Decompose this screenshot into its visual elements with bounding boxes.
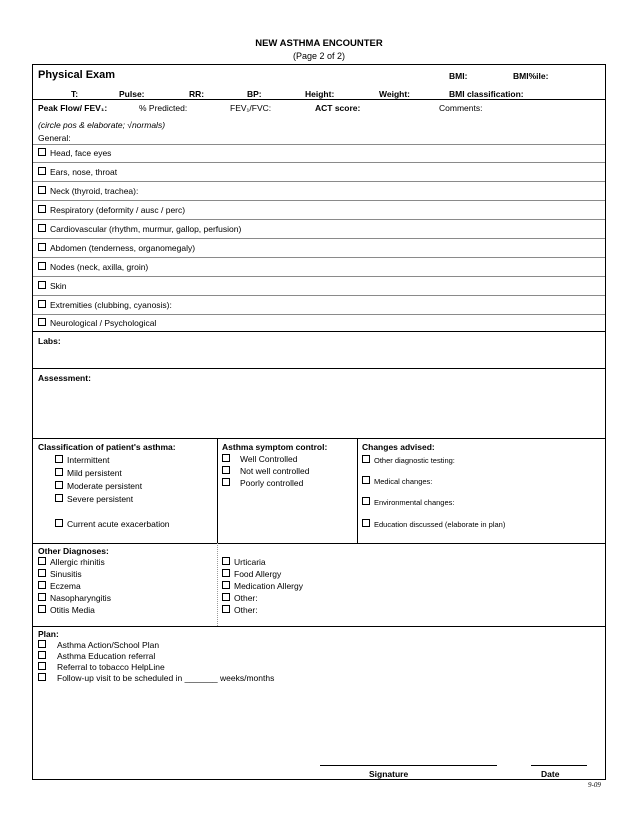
exam-item[interactable]: Respiratory (deformity / ausc / perc) — [38, 205, 185, 215]
checkbox[interactable] — [38, 300, 46, 308]
checkbox[interactable] — [222, 593, 230, 601]
diagnosis-option[interactable]: Sinusitis — [38, 569, 82, 579]
checkbox[interactable] — [38, 593, 46, 601]
control-heading: Asthma symptom control: — [222, 442, 328, 452]
plan-option[interactable]: Follow-up visit to be scheduled in _______ weeks/months — [38, 673, 274, 683]
checkbox[interactable] — [38, 224, 46, 232]
form-title: NEW ASTHMA ENCOUNTER — [255, 38, 383, 49]
plan-heading: Plan: — [38, 629, 59, 639]
encounter-form — [32, 64, 606, 780]
exam-item[interactable]: Neck (thyroid, trachea): — [38, 186, 138, 196]
checkbox[interactable] — [222, 557, 230, 565]
checkbox[interactable] — [55, 481, 63, 489]
act-score-label: ACT score: — [315, 103, 361, 113]
diagnosis-option[interactable]: Other: — [222, 593, 258, 603]
control-option[interactable]: Well Controlled — [222, 454, 297, 464]
checkbox[interactable] — [362, 476, 370, 484]
exam-item[interactable]: Skin — [38, 281, 67, 291]
changes-option[interactable]: Other diagnostic testing: — [362, 455, 455, 465]
checkbox[interactable] — [55, 519, 63, 527]
physical-exam-heading: Physical Exam — [38, 69, 116, 81]
checkbox[interactable] — [222, 581, 230, 589]
diagnosis-option[interactable]: Food Allergy — [222, 569, 281, 579]
checkbox[interactable] — [38, 186, 46, 194]
bmi-classification-label: BMI classification: — [449, 89, 524, 99]
date-label: Date — [541, 769, 560, 779]
checkbox[interactable] — [38, 581, 46, 589]
classification-option[interactable]: Mild persistent — [55, 468, 122, 478]
checkbox[interactable] — [38, 569, 46, 577]
diagnosis-option[interactable]: Medication Allergy — [222, 581, 303, 591]
checkbox[interactable] — [38, 262, 46, 270]
diagnosis-option[interactable]: Allergic rhinitis — [38, 557, 105, 567]
diagnoses-heading: Other Diagnoses: — [38, 546, 109, 556]
checkbox[interactable] — [55, 468, 63, 476]
exam-item[interactable]: Neurological / Psychological — [38, 318, 156, 328]
checkbox[interactable] — [38, 605, 46, 613]
exam-item[interactable]: Extremities (clubbing, cyanosis): — [38, 300, 172, 310]
control-option[interactable]: Not well controlled — [222, 466, 309, 476]
classification-option[interactable]: Moderate persistent — [55, 481, 142, 491]
diagnosis-option[interactable]: Other: — [222, 605, 258, 615]
diagnosis-option[interactable]: Eczema — [38, 581, 81, 591]
checkbox[interactable] — [38, 557, 46, 565]
checkbox[interactable] — [38, 281, 46, 289]
page-indicator: (Page 2 of 2) — [292, 51, 346, 61]
checkbox[interactable] — [222, 454, 230, 462]
checkbox[interactable] — [222, 466, 230, 474]
checkbox[interactable] — [38, 148, 46, 156]
checkbox[interactable] — [38, 318, 46, 326]
classification-option[interactable]: Intermittent — [55, 455, 110, 465]
date-line[interactable] — [531, 765, 587, 766]
checkbox[interactable] — [222, 569, 230, 577]
exam-item[interactable]: Cardiovascular (rhythm, murmur, gallop, perfusion) — [38, 224, 241, 234]
checkbox[interactable] — [38, 662, 46, 670]
plan-option[interactable]: Asthma Education referral — [38, 651, 155, 661]
bp-label: BP: — [247, 89, 262, 99]
diagnosis-option[interactable]: Otitis Media — [38, 605, 95, 615]
general-label: General: — [38, 133, 71, 143]
acute-exacerbation-option[interactable]: Current acute exacerbation — [55, 519, 170, 529]
exam-item[interactable]: Nodes (neck, axilla, groin) — [38, 262, 148, 272]
classification-option[interactable]: Severe persistent — [55, 494, 133, 504]
changes-option[interactable]: Environmental changes: — [362, 497, 454, 507]
checkbox[interactable] — [38, 673, 46, 681]
labs-label: Labs: — [38, 336, 61, 346]
signature-line[interactable] — [320, 765, 497, 766]
checkbox[interactable] — [38, 167, 46, 175]
exam-item[interactable]: Ears, nose, throat — [38, 167, 117, 177]
classification-heading: Classification of patient's asthma: — [38, 442, 176, 452]
control-option[interactable]: Poorly controlled — [222, 478, 303, 488]
comments-label: Comments: — [439, 103, 483, 113]
weight-label: Weight: — [379, 89, 411, 99]
bmi-label: BMI: — [449, 71, 468, 81]
checkbox[interactable] — [38, 243, 46, 251]
diagnosis-option[interactable]: Nasopharyngitis — [38, 593, 111, 603]
rr-label: RR: — [189, 89, 205, 99]
percent-predicted-label: % Predicted: — [139, 103, 188, 113]
changes-heading: Changes advised: — [362, 442, 435, 452]
checkbox[interactable] — [362, 497, 370, 505]
plan-option[interactable]: Referral to tobacco HelpLine — [38, 662, 165, 672]
changes-option[interactable]: Education discussed (elaborate in plan) — [362, 519, 505, 529]
checkbox[interactable] — [222, 605, 230, 613]
assessment-label: Assessment: — [38, 373, 91, 383]
temp-label: T: — [71, 89, 79, 99]
checkbox[interactable] — [362, 455, 370, 463]
exam-item[interactable]: Abdomen (tenderness, organomegaly) — [38, 243, 195, 253]
fev-fvc-label: FEV₁/FVC: — [230, 103, 272, 113]
exam-instruction: (circle pos & elaborate; √normals) — [38, 120, 166, 130]
checkbox[interactable] — [362, 519, 370, 527]
signature-label: Signature — [369, 769, 409, 779]
checkbox[interactable] — [38, 640, 46, 648]
checkbox[interactable] — [38, 651, 46, 659]
checkbox[interactable] — [38, 205, 46, 213]
checkbox[interactable] — [55, 455, 63, 463]
bmi-percentile-label: BMI%ile: — [513, 71, 549, 81]
checkbox[interactable] — [55, 494, 63, 502]
form-revision: 9-09 — [588, 781, 601, 789]
checkbox[interactable] — [222, 478, 230, 486]
divider — [33, 99, 605, 100]
exam-item[interactable]: Head, face eyes — [38, 148, 111, 158]
plan-option[interactable]: Asthma Action/School Plan — [38, 640, 159, 650]
changes-option[interactable]: Medical changes: — [362, 476, 432, 486]
peak-flow-label: Peak Flow/ FEV₁: — [38, 103, 108, 113]
pulse-label: Pulse: — [119, 89, 145, 99]
diagnosis-option[interactable]: Urticaria — [222, 557, 266, 567]
height-label: Height: — [305, 89, 335, 99]
